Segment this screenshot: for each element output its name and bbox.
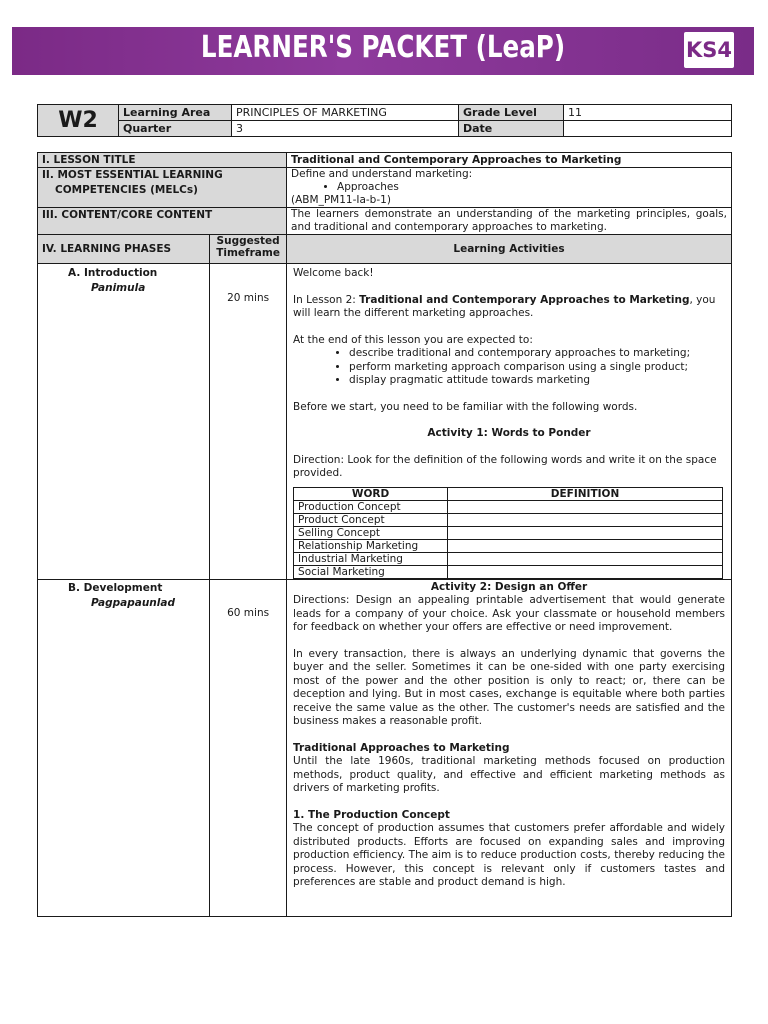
word-cell: Industrial Marketing [294, 552, 448, 565]
word-cell: Social Marketing [294, 565, 448, 578]
melc-label [38, 168, 287, 208]
development-sub: Pagpapaunlad [91, 596, 175, 609]
grade-level-value: 11 [564, 105, 732, 121]
lesson-title-value: Traditional and Contemporary Approaches to Marketing [287, 153, 732, 168]
development-phase [38, 579, 210, 916]
grade-level-label: Grade Level [459, 105, 564, 121]
definition-cell[interactable] [448, 513, 723, 526]
objective-item: • display pragmatic attitude towards marketing [349, 374, 725, 388]
development-time: 60 mins [210, 579, 287, 916]
lesson-intro-text [293, 294, 725, 321]
melc-line1: Define and understand marketing: [291, 168, 473, 180]
ks-badge: KS4 [684, 32, 734, 68]
welcome-text: Welcome back! [293, 267, 374, 279]
content-label: III. CONTENT/CORE CONTENT [38, 208, 287, 235]
definition-cell[interactable] [448, 539, 723, 552]
learning-area-value: PRINCIPLES OF MARKETING [232, 105, 459, 121]
lesson-intro-suffix: , you will learn the different marketing approaches. [293, 293, 716, 319]
activity2-title: Activity 2: Design an Offer [430, 580, 588, 593]
objective-item: • perform marketing approach comparison using a single product; [349, 361, 725, 375]
lesson-intro-prefix: In Lesson 2: [293, 293, 360, 306]
definition-cell[interactable] [448, 565, 723, 578]
objective-item: • describe traditional and contemporary approaches to marketing; [349, 347, 725, 361]
date-label: Date [459, 121, 564, 137]
word-header: WORD [294, 487, 448, 500]
word-cell: Product Concept [294, 513, 448, 526]
introduction-sub: Panimula [91, 282, 146, 294]
leap-banner [12, 27, 754, 75]
activities-header: Learning Activities [287, 235, 732, 264]
week-cell: W2 [38, 105, 119, 137]
activity1-title: Activity 1: Words to Ponder [427, 427, 591, 439]
lesson-title-label: I. LESSON TITLE [38, 153, 287, 168]
content-value: The learners demonstrate an understanding of the marketing principles, goals, and traditional and contemporary approaches to marketing. [287, 208, 732, 235]
lesson-intro-bold: Traditional and Contemporary Approaches to Marketing [359, 293, 690, 306]
melc-code: (ABM_PM11-Ia-b-1) [291, 194, 391, 206]
definition-cell[interactable] [448, 552, 723, 565]
melc-value [287, 168, 732, 208]
introduction-label: A. Introduction [68, 267, 158, 279]
definition-cell[interactable] [448, 500, 723, 513]
date-value [564, 121, 732, 137]
melc-list [291, 181, 727, 194]
melc-bullet: • Approaches [337, 181, 727, 194]
word-cell: Relationship Marketing [294, 539, 448, 552]
activity1-direction: Direction: Look for the definition of the following words and write it on the space provided. [293, 453, 717, 479]
definition-cell[interactable] [448, 526, 723, 539]
production-title: 1. The Production Concept [293, 808, 450, 821]
quarter-value: 3 [232, 121, 459, 137]
objectives-list [293, 347, 725, 388]
production-text: The concept of production assumes that customers prefer affordable and widely distributed products. Efforts are focused on expanding sales and improving production efficiency. The aim is to reduce production costs, thereby reducing the process. However, this concept is relevant only if customers tastes and preferences are stable and product demand is high. [293, 822, 725, 888]
word-cell: Selling Concept [294, 526, 448, 539]
words-table [293, 487, 723, 579]
melc-label-line2: COMPETENCIES (MELCs) [55, 184, 198, 196]
expected-text: At the end of this lesson you are expected to: [293, 333, 533, 346]
definition-header: DEFINITION [448, 487, 723, 500]
timeframe-header: Suggested Timeframe [210, 235, 287, 264]
quarter-label: Quarter [119, 121, 232, 137]
development-activities [287, 579, 732, 916]
melc-label-line1: II. MOST ESSENTIAL LEARNING [42, 169, 223, 181]
introduction-time: 20 mins [210, 264, 287, 580]
development-label: B. Development [68, 581, 163, 594]
introduction-activities [287, 264, 732, 580]
banner-title: LEARNER'S PACKET (LeaP) [200, 30, 566, 65]
lesson-table [37, 152, 732, 917]
introduction-phase [38, 264, 210, 580]
before-text: Before we start, you need to be familiar with the following words. [293, 400, 638, 413]
transaction-text: In every transaction, there is always an underlying dynamic that governs the buyer and the seller. Sometimes it can be one-sided with one party exercising most of the power and the other position is only to react; or, there can be deception and lying. But in most cases, exchange is equitable where both parties receive the same value as the other. The customer's needs are satisfied and the business makes a reasonable profit. [293, 647, 725, 727]
traditional-text: Until the late 1960s, traditional marketing methods focused on production methods, product quality, and effective and efficient marketing methods as drivers of marketing profits. [293, 755, 725, 794]
phases-header: IV. LEARNING PHASES [38, 235, 210, 264]
learning-area-label: Learning Area [119, 105, 232, 121]
word-cell: Production Concept [294, 500, 448, 513]
traditional-title: Traditional Approaches to Marketing [293, 741, 510, 754]
header-table [37, 104, 732, 137]
activity2-directions: Directions: Design an appealing printable advertisement that would generate leads for a company of your choice. Ask your classmate or household members for feedback on whether your offers are effective or need improvement. [293, 594, 725, 633]
